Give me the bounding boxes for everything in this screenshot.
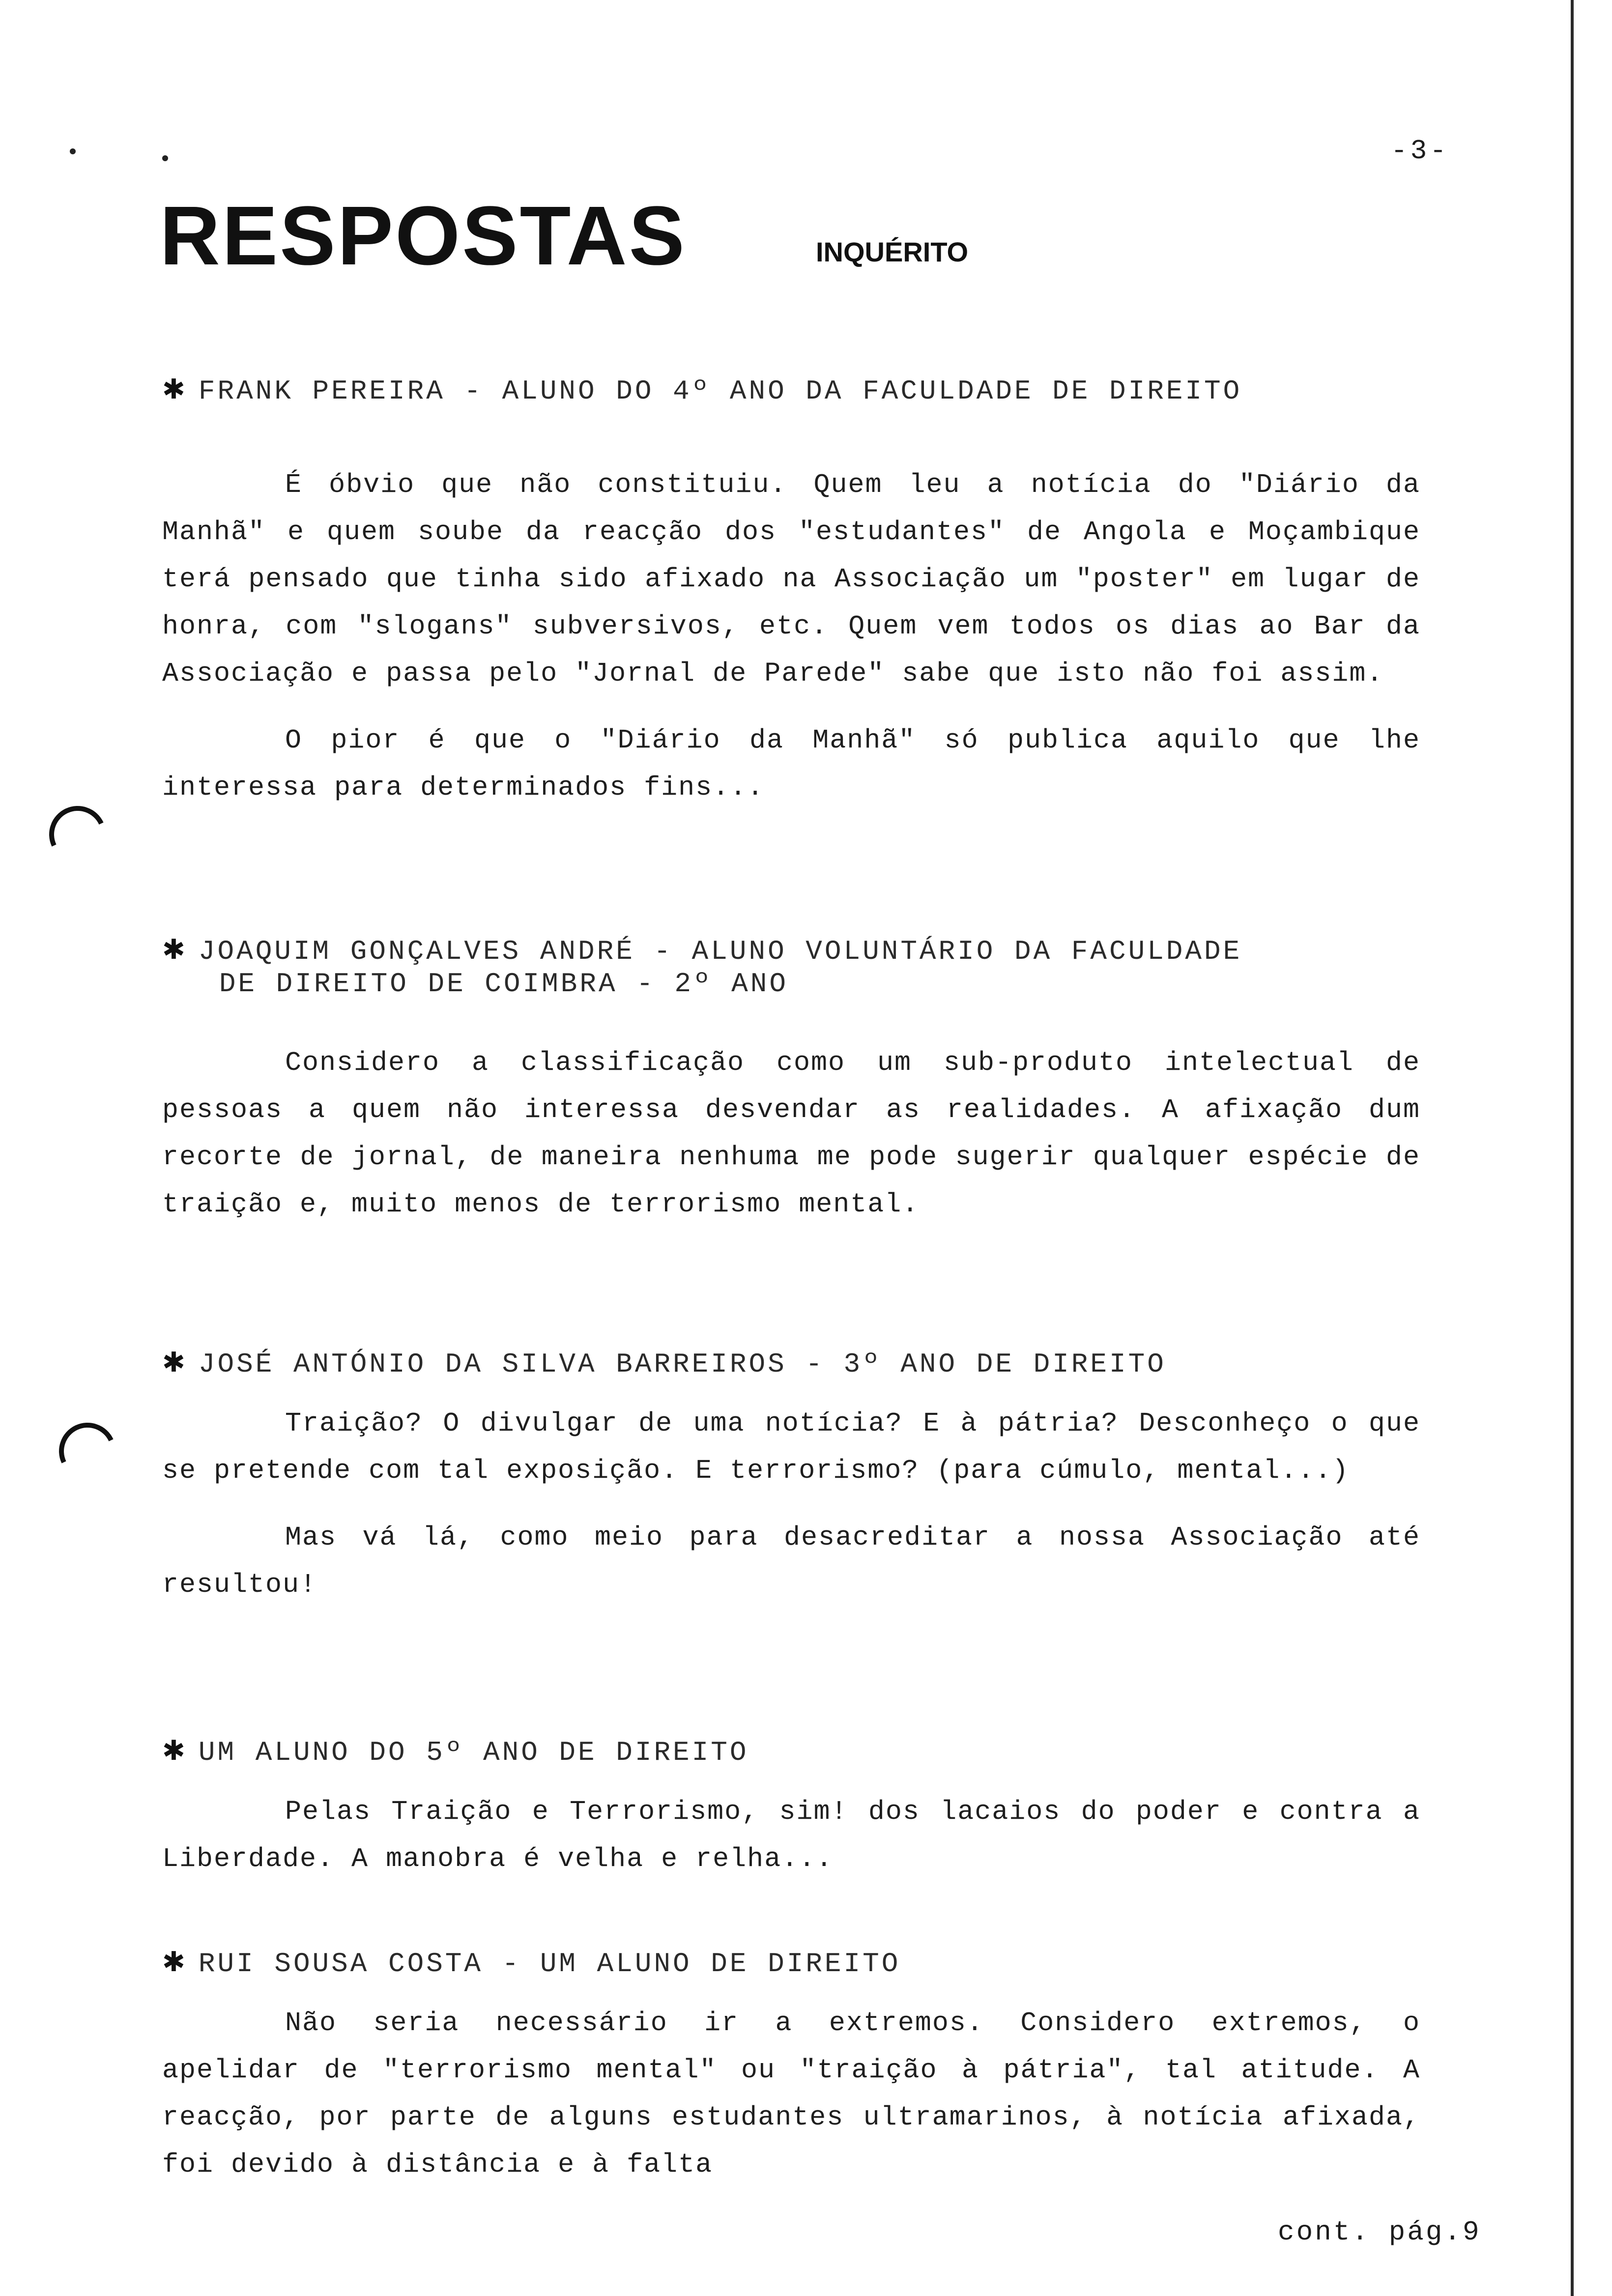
respondent-name: FRANK PEREIRA - ALUNO DO 4º ANO DA FACULDADE DE DIREITO — [198, 375, 1242, 407]
asterisk-icon: ✱ — [162, 934, 188, 966]
response-paragraph: O pior é que o "Diário da Manhã" só publica aquilo que lhe interessa para determinados fins... — [162, 725, 1420, 803]
respondent-heading — [162, 934, 1420, 1000]
response-section — [162, 1735, 1420, 1883]
asterisk-icon: ✱ — [162, 1347, 188, 1378]
response-section — [162, 373, 1420, 811]
response-paragraph: Não seria necessário ir a extremos. Considero extremos, o apelidar de "terrorismo mental" ou "traição à pátria", tal atitude. A reacção, por parte de alguns estudantes ultramarinos, à notícia afixada, foi devido à distância e à falta — [162, 2008, 1420, 2180]
page-subtitle: INQUÉRITO — [816, 236, 969, 267]
respondent-heading — [162, 1735, 1420, 1769]
respondent-name: RUI SOUSA COSTA - UM ALUNO DE DIREITO — [198, 1948, 901, 1980]
response-section — [162, 934, 1420, 1228]
response-paragraph: Considero a classificação como um sub-produto intelectual de pessoas a quem não interessa desvendar as realidades. A afixação dum recorte de jornal, de maneira nenhuma me pode sugerir qualquer espécie de traição e, muito menos de terrorismo mental. — [162, 1047, 1420, 1220]
asterisk-icon: ✱ — [162, 1946, 188, 1978]
page-title: RESPOSTAS — [160, 189, 687, 283]
response-paragraph: Mas vá lá, como meio para desacreditar a nossa Associação até resultou! — [162, 1522, 1420, 1600]
respondent-name: JOAQUIM GONÇALVES ANDRÉ - ALUNO VOLUNTÁRIO DA FACULDADE DE DIREITO DE COIMBRA - 2º ANO — [198, 936, 1242, 1000]
response-section — [162, 1946, 1420, 2188]
response-section — [162, 1347, 1420, 1608]
response-paragraph: É óbvio que não constituiu. Quem leu a notícia do "Diário da Manhã" e quem soube da reacção dos "estudantes" de Angola e Moçambique terá pensado que tinha sido afixado na Associação um "poster" em lugar de honra, com "slogans" subversivos, etc. Quem vem todos os dias ao Bar da Associação e passa pelo "Jornal de Parede" sabe que isto não foi assim. — [162, 469, 1420, 689]
punch-dot — [162, 155, 168, 161]
binder-hole-mark — [41, 798, 115, 871]
respondent-name: UM ALUNO DO 5º ANO DE DIREITO — [198, 1737, 749, 1768]
respondent-heading — [162, 1946, 1420, 1980]
response-paragraph: Pelas Traição e Terrorismo, sim! dos lacaios do poder e contra a Liberdade. A manobra é velha e relha... — [162, 1796, 1420, 1874]
response-paragraph: Traição? O divulgar de uma notícia? E à pátria? Desconheço o que se pretende com tal exposição. E terrorismo? (para cúmulo, mental...) — [162, 1408, 1420, 1486]
continuation-note: cont. pág.9 — [1278, 2216, 1481, 2248]
asterisk-icon: ✱ — [162, 373, 188, 405]
asterisk-icon: ✱ — [162, 1735, 188, 1767]
punch-dot — [70, 148, 76, 154]
page-number: -3- — [1391, 135, 1449, 167]
respondent-heading — [162, 1347, 1420, 1380]
respondent-heading — [162, 373, 1420, 407]
page-edge-line — [1571, 0, 1574, 2296]
binder-hole-mark — [51, 1415, 124, 1488]
respondent-name: JOSÉ ANTÓNIO DA SILVA BARREIROS - 3º ANO DE DIREITO — [198, 1349, 1166, 1380]
